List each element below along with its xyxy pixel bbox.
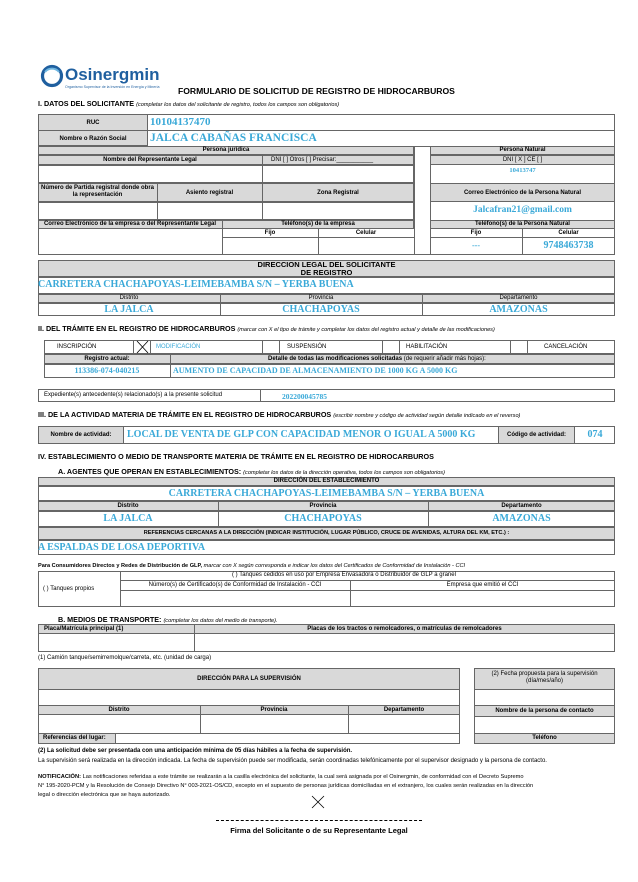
est-provincia-value[interactable]: CHACHAPOYAS (284, 513, 362, 524)
fijo-pn-label: Fijo (470, 230, 482, 236)
logo-text: Osinergmin (65, 65, 160, 84)
fijo-empresa-label: Fijo (264, 230, 276, 236)
email-pn-label: Correo Electrónico de la Persona Natural (463, 190, 582, 196)
direccion-legal-value[interactable]: CARRETERA CHACHAPOYAS-LEIMEBAMBA S/N – YERBA BUENA (38, 279, 354, 290)
option-modificacion[interactable]: MODIFICACIÓN (156, 344, 201, 350)
camion-note: (1) Camión tanque/semirremolque/carreta, etc. (unidad de carga) (38, 655, 212, 661)
placas-tractos-label: Placas de los tractos o remolcadores, o matrículas de remolcadores (307, 626, 502, 632)
expediente-label: Expediente(s) antecedente(s) relacionado(s) a la presente solicitud (44, 392, 223, 398)
signature-x-icon (311, 795, 325, 809)
registro-actual-label: Registro actual: (84, 356, 130, 362)
dni-otros-label: DNI [ ] Otros [ ] Precisar:___________ (271, 157, 374, 163)
osinergmin-logo-icon (40, 64, 64, 88)
provincia-value[interactable]: CHACHAPOYAS (282, 304, 360, 315)
num-certificado-label: Número(s) de Certificado(s) de Conformidad de Instalación - CCI (148, 582, 322, 588)
checkbox-x-icon (136, 340, 149, 354)
codigo-actividad-value[interactable]: 074 (587, 429, 603, 440)
dni-value[interactable]: 10413747 (509, 167, 536, 174)
nombre-actividad-value[interactable]: LOCAL DE VENTA DE GLP CON CAPACIDAD MENOR O IGUAL A 5000 KG (127, 429, 476, 440)
email-rep-label: Correo Electrónico de la empresa o del Representante Legal (43, 221, 217, 227)
fijo-pn-value[interactable]: --- (472, 241, 480, 250)
celular-pn-label: Celular (558, 230, 579, 236)
direccion-legal-title-2: DE REGISTRO (300, 268, 353, 277)
section-2-title: II. DEL TRÁMITE EN EL REGISTRO DE HIDROCARBUROS (marcar con X el tipo de trámite y completar los datos del registro actual y detalle de las modificaciones) (38, 324, 495, 333)
departamento-value[interactable]: AMAZONAS (489, 304, 548, 315)
departamento-label: Departamento (499, 295, 538, 301)
tanques-propios-option[interactable]: ( ) Tanques propios (43, 586, 95, 592)
checkbox-modificacion[interactable] (262, 340, 280, 354)
anticipacion-note: (2) La solicitud debe ser presentada con una anticipación mínima de 05 días hábiles a la fecha de supervisión. (38, 748, 353, 754)
rep-legal-label: Nombre del Representante Legal (103, 157, 197, 163)
option-inscripcion[interactable]: INSCRIPCIÓN (57, 344, 97, 350)
osinergmin-logo (40, 64, 170, 94)
celular-pn-value[interactable]: 9748463738 (543, 240, 594, 251)
referencias-label: REFERENCIAS CERCANAS A LA DIRECCIÓN (INDICAR INSTITUCIÓN, LUGAR PÚBLICO, CRUCE DE AVENIDAS, ALTURA DEL KM, ETC.) : (143, 530, 510, 536)
option-habilitacion[interactable]: HABILITACIÓN (406, 344, 448, 350)
persona-contacto-label: Nombre de la persona de contacto (495, 708, 594, 714)
provincia-label: Provincia (308, 295, 334, 301)
placa-principal-label: Placa/Matrícula principal (1) (44, 626, 124, 632)
name-label: Nombre o Razón Social (59, 136, 127, 142)
dni-ce-label: DNI [ X ] CE [ ] (502, 157, 543, 163)
section-4a-title: A. AGENTES QUE OPERAN EN ESTABLECIMIENTOS: (completar los datos de la dirección operativa, todos los campos son obligatorios) (58, 467, 445, 476)
codigo-actividad-label: Código de actividad: (506, 432, 566, 438)
est-distrito-value[interactable]: LA JALCA (103, 513, 153, 524)
celular-empresa-label: Celular (355, 230, 377, 236)
referencias-value[interactable]: A ESPALDAS DE LOSA DEPORTIVA (38, 542, 206, 553)
empresa-cci-label: Empresa que emitió el CCI (446, 582, 519, 588)
distrito-label: Distrito (119, 295, 139, 301)
registro-actual-value[interactable]: 113386-074-040215 (74, 366, 140, 375)
section-3-title: III. DE LA ACTIVIDAD MATERIA DE TRÁMITE EN EL REGISTRO DE HIDROCARBUROS (escribir nombre y código de actividad según detalle indicado en el reverso) (38, 410, 521, 419)
logo-subtitle: Organismo Supervisor de la Inversión en Energía y Minería (65, 85, 160, 89)
direccion-establecimiento-label: DIRECCIÓN DEL ESTABLECIMIENTO (273, 478, 380, 484)
section-4-title: IV. ESTABLECIMIENTO O MEDIO DE TRANSPORTE MATERIA DE TRÁMITE EN EL REGISTRO DE HIDROCARBUROS (38, 452, 434, 461)
distrito-value[interactable]: LA JALCA (104, 304, 154, 315)
sup-departamento-label: Departamento (383, 707, 425, 713)
est-distrito-label: Distrito (117, 503, 139, 509)
fecha-supervision-label-1: (2) Fecha propuesta para la supervisión (491, 671, 598, 677)
direccion-legal-title-1: DIRECCION LEGAL DEL SOLICITANTE (257, 260, 396, 269)
option-cancelacion[interactable]: CANCELACIÓN (544, 344, 588, 350)
notificacion-text-2: N° 195-2020-PCM y la Resolución de Consejo Directivo N° 003-2021-OS/CD, excepto en el supuesto de personas jurídicas domiciliadas en el extranjero, los cuales serán realizadas en la dirección (38, 783, 534, 789)
partida-label: Número de Partida registral donde obra la representación (40, 185, 155, 198)
checkbox-suspension[interactable] (382, 340, 400, 354)
direccion-establecimiento-value[interactable]: CARRETERA CHACHAPOYAS-LEIMEBAMBA S/N – YERBA BUENA (168, 488, 485, 499)
direccion-supervision-label: DIRECCIÓN PARA LA SUPERVISIÓN (197, 676, 301, 682)
detalle-value[interactable]: AUMENTO DE CAPACIDAD DE ALMACENAMIENTO DE 1000 KG A 5000 KG (173, 366, 458, 375)
checkbox-habilitacion[interactable] (510, 340, 528, 354)
sup-provincia-label: Provincia (260, 707, 288, 713)
nombre-actividad-label: Nombre de actividad: (50, 432, 112, 438)
persona-natural-label: Persona Natural (499, 147, 546, 153)
tanques-cedidos-option[interactable]: ( ) Tanques cedidos en uso por Empresa Envasadora o Distribuidor de GLP a granel (232, 572, 456, 578)
est-departamento-value[interactable]: AMAZONAS (492, 513, 551, 524)
section-4b-title: B. MEDIOS DE TRANSPORTE: (completar los datos del medio de transporte). (58, 615, 278, 624)
form-title: FORMULARIO DE SOLICITUD DE REGISTRO DE HIDROCARBUROS (178, 86, 455, 96)
asiento-label: Asiento registral (185, 190, 234, 196)
persona-juridica-label: Persona jurídica (202, 147, 250, 153)
zona-label: Zona Registral (317, 190, 359, 196)
supervision-note: La supervisión será realizada en la dirección indicada. La fecha de supervisión puede ser modificada, serán coordinadas telefónicamente por el supervisor designado y la persona de contacto. (38, 758, 547, 764)
fecha-supervision-label-2: (día/mes/año) (525, 678, 564, 684)
telefono-label: Teléfono (532, 735, 557, 741)
section-1-title: I. DATOS DEL SOLICITANTE (completar los datos del solicitante de registro, todos los campos son obligatorios) (38, 99, 340, 108)
tramite-options (44, 340, 615, 354)
tel-pn-label: Teléfono(s) de la Persona Natural (475, 221, 570, 227)
expediente-value[interactable]: 202200045785 (282, 392, 327, 401)
firma-label: Firma del Solicitante o de su Representante Legal (230, 826, 408, 835)
name-value[interactable]: JALCA CABAÑAS FRANCISCA (150, 132, 317, 144)
est-departamento-label: Departamento (501, 503, 542, 509)
ruc-label: RUC (86, 120, 100, 126)
signature-line (216, 820, 422, 821)
referencias-lugar-label: Referencias del lugar: (43, 735, 106, 741)
est-provincia-label: Provincia (309, 503, 337, 509)
notificacion-text-3: legal o dirección electrónica que se haya autorizado. (38, 792, 171, 798)
option-suspension[interactable]: SUSPENSIÓN (287, 344, 327, 350)
detalle-label: Detalle de todas las modificaciones solicitadas (de requerir añadir más hojas): (268, 356, 486, 362)
ruc-value[interactable]: 10104137470 (150, 116, 211, 128)
sup-distrito-label: Distrito (108, 707, 130, 713)
consumidores-label: Para Consumidores Directos y Redes de Distribución de GLP, marcar con X según corresponda e indicar los datos del Certificados de Conformidad de Instalación - CCI (38, 563, 466, 569)
tel-empresa-label: Teléfono(s) de la empresa (281, 221, 355, 227)
notificacion-text-1: NOTIFICACIÓN: Las notificaciones referidas a este trámite se realizarán a la casilla electrónica del solicitante, la cual será asignada por el Osinergmin, de conformidad con el Decreto Supremo (38, 774, 524, 780)
email-pn-value[interactable]: Jalcafran21@gmail.com (473, 205, 572, 215)
